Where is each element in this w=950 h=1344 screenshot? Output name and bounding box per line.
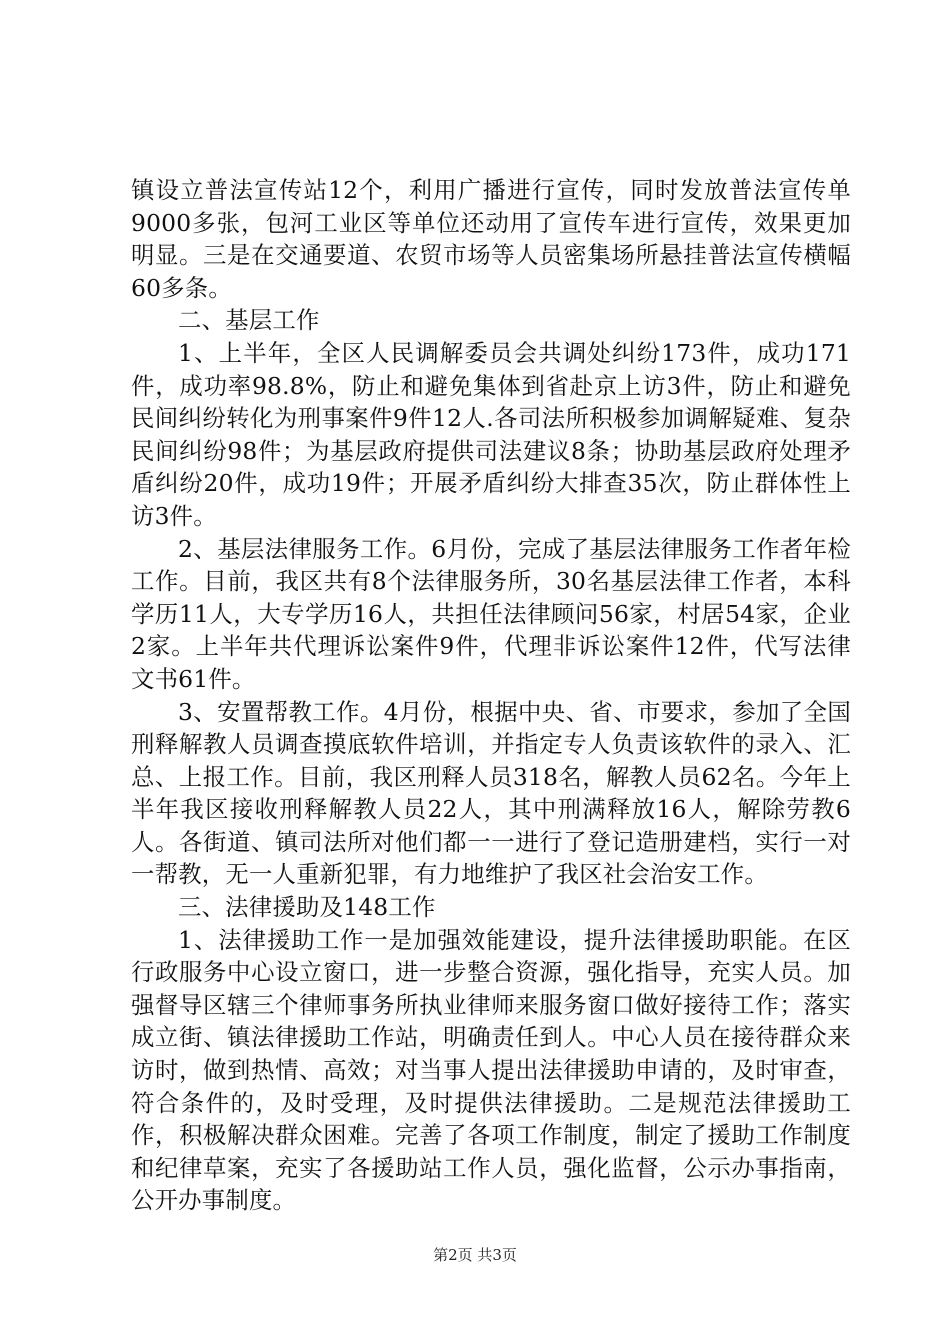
document-body [131, 174, 851, 1217]
paragraph-continuation: 镇设立普法宣传站12个，利用广播进行宣传，同时发放普法宣传单9000多张，包河工业区等单位还动用了宣传车进行宣传，效果更加明显。三是在交通要道、农贸市场等人员密集场所悬挂普法宣传横幅60多条。 [131, 176, 851, 302]
section-heading-grassroots: 二、基层工作 [178, 306, 320, 335]
page-number-footer: 第2页 共3页 [433, 1246, 517, 1264]
paragraph-legal-aid: 1、法律援助工作一是加强效能建设，提升法律援助职能。在区行政服务中心设立窗口，进一步整合资源，强化指导，充实人员。加强督导区辖三个律师事务所执业律师来服务窗口做好接待工作；落实成立街、镇法律援助工作站，明确责任到人。中心人员在接待群众来访时，做到热情、高效；对当事人提出法律援助申请的，及时审查，符合条件的，及时受理，及时提供法律援助。二是规范法律援助工作，积极解决群众困难。完善了各项工作制度，制定了援助工作制度和纪律草案，充实了各援助站工作人员，强化监督，公示办事指南，公开办事制度。 [131, 925, 851, 1215]
paragraph-resettlement: 3、安置帮教工作。4月份，根据中央、省、市要求，参加了全国刑释解教人员调查摸底软件培训，并指定专人负责该软件的录入、汇总、上报工作。目前，我区刑释人员318名，解教人员62名。今年上半年我区接收刑释解教人员22人，其中刑满释放16人，解除劳教6人。各街道、镇司法所对他们都一一进行了登记造册建档，实行一对一帮教，无一人重新犯罪，有力地维护了我区社会治安工作。 [131, 697, 851, 889]
paragraph-mediation: 1、上半年，全区人民调解委员会共调处纠纷173件，成功171件，成功率98.8%，防止和避免集体到省赴京上访3件，防止和避免民间纠纷转化为刑事案件9件12人.各司法所积极参加调解疑难、复杂民间纠纷98件；为基层政府提供司法建议8条；协助基层政府处理矛盾纠纷20件，成功19件；开展矛盾纠纷大排查35次，防止群体性上访3件。 [131, 338, 851, 530]
paragraph-legal-services: 2、基层法律服务工作。6月份，完成了基层法律服务工作者年检工作。目前，我区共有8个法律服务所，30名基层法律工作者，本科学历11人，大专学历16人，共担任法律顾问56家，村居54家，企业2家。上半年共代理诉讼案件9件，代理非诉讼案件12件，代写法律文书61件。 [131, 534, 851, 693]
section-heading-legal-aid: 三、法律援助及148工作 [178, 893, 436, 922]
